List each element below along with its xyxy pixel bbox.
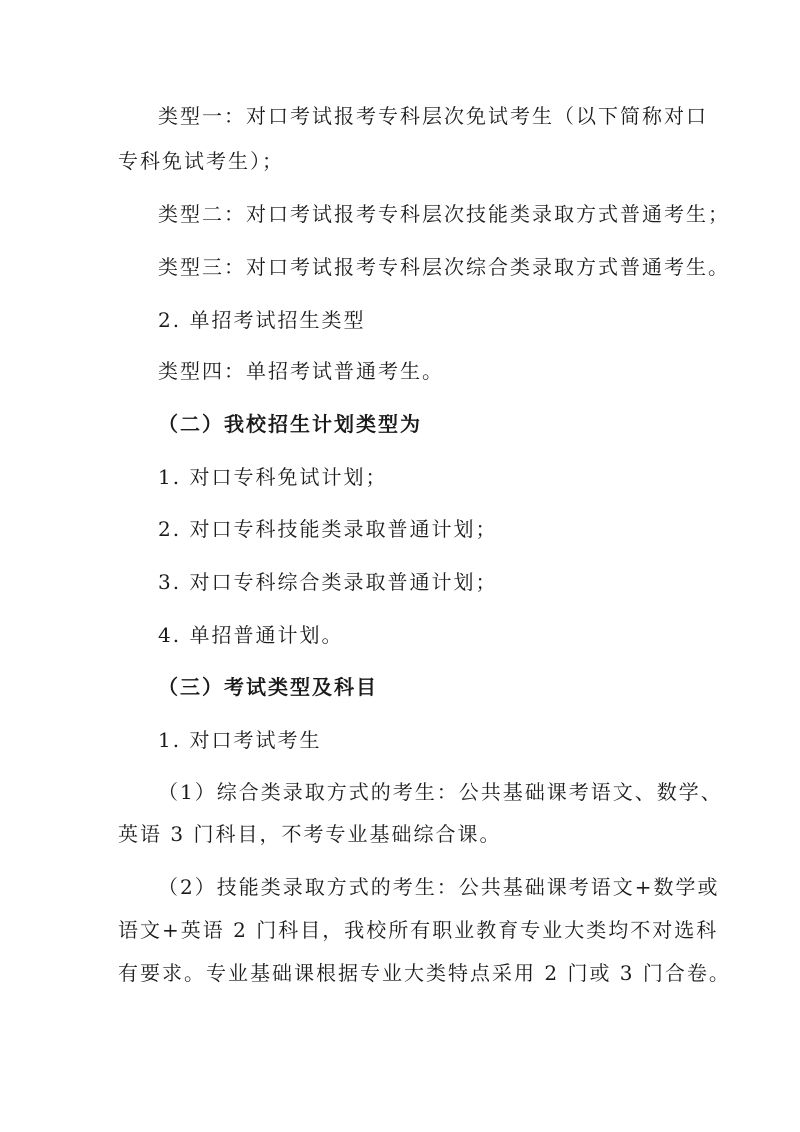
section-heading-plan-types: （二）我校招生计划类型为 (158, 412, 422, 436)
paragraph-type-four: 类型四：单招考试普通考生。 (158, 359, 444, 383)
paragraph-skill-admission-continued-1: 语文+英语 2 门科目，我校所有职业教育专业大类均不对选科 (118, 918, 719, 942)
paragraph-comprehensive-admission: （1）综合类录取方式的考生：公共基础课考语文、数学、 (158, 780, 723, 804)
paragraph-type-one: 类型一：对口考试报考专科层次免试考生（以下简称对口 (158, 104, 708, 128)
paragraph-comprehensive-admission-continued: 英语 3 门科目，不考专业基础综合课。 (118, 822, 502, 846)
paragraph-skill-admission-continued-2: 有要求。专业基础课根据专业大类特点采用 2 门或 3 门合卷。 (118, 961, 731, 985)
subheading-single-exam-type: 2. 单招考试招生类型 (158, 308, 366, 332)
list-item-plan-4: 4. 单招普通计划。 (158, 623, 344, 647)
subheading-counterpart-exam: 1. 对口考试考生 (158, 728, 322, 752)
list-item-plan-1: 1. 对口专科免试计划； (158, 465, 388, 489)
paragraph-type-two: 类型二：对口考试报考专科层次技能类录取方式普通考生； (158, 202, 730, 226)
section-heading-exam-types: （三）考试类型及科目 (158, 675, 378, 699)
list-item-plan-2: 2. 对口专科技能类录取普通计划； (158, 517, 498, 541)
paragraph-type-one-continued: 专科免试考生）； (118, 149, 284, 173)
list-item-plan-3: 3. 对口专科综合类录取普通计划； (158, 570, 498, 594)
paragraph-type-three: 类型三：对口考试报考专科层次综合类录取方式普通考生。 (158, 255, 730, 279)
paragraph-skill-admission: （2）技能类录取方式的考生：公共基础课考语文+数学或 (158, 875, 720, 899)
